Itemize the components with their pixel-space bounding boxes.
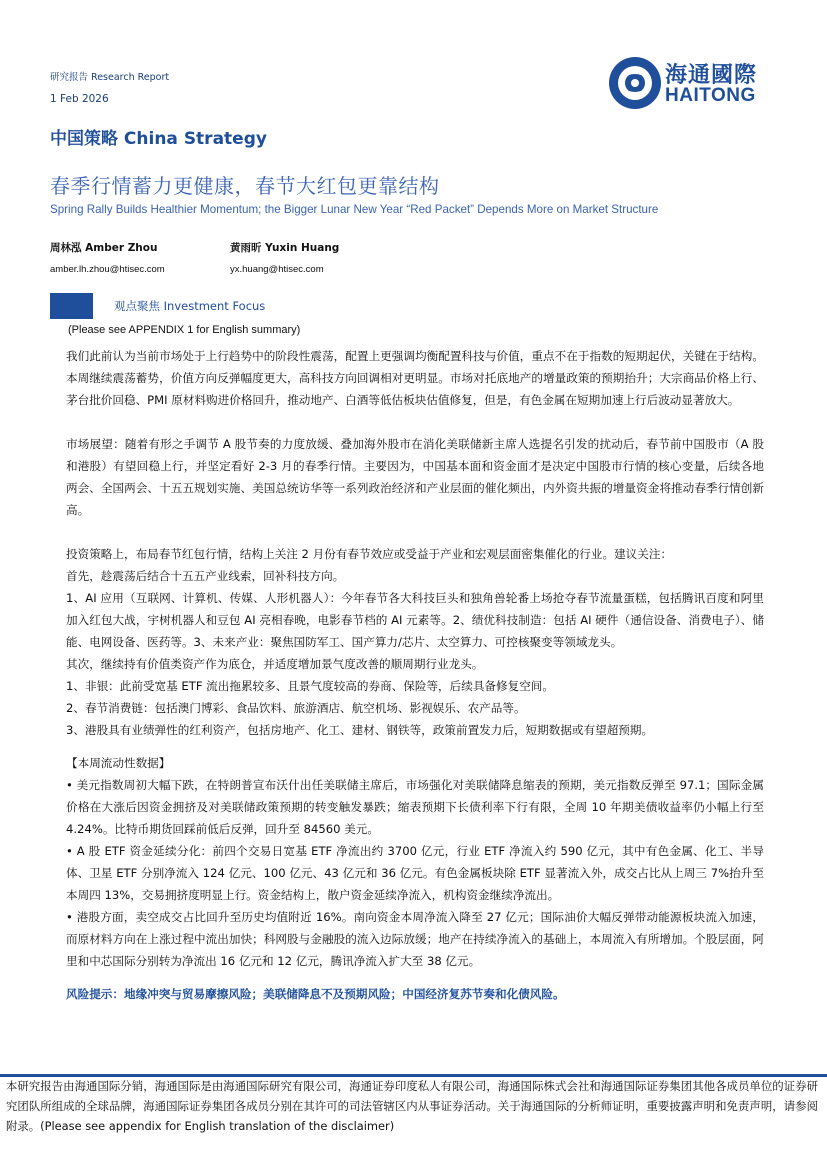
paragraph-strategy: 投资策略上，布局春节红包行情，结构上关注 2 月份有春节效应或受益于产业和宏观层面密集催化的行业。建议关注： xyxy=(66,547,673,561)
report-date: 1 Feb 2026 xyxy=(50,93,109,105)
paragraph-consumption: 2、春节消费链：包括澳门博彩、食品饮料、旅游酒店、航空机场、影视娱乐、农产品等。 xyxy=(66,701,526,715)
liquidity-bullet-hk: • 港股方面，卖空成交占比回升至历史均值附近 16%。南向资金本周净流入降至 27 亿元；国际油价大幅反弹带动能源板块流入加速，而原材料方向在上涨过程中流出加快；科网股与金融股的流入边际放缓；地产在持续净流入的基础上，本周流入有所增加。个股层面，阿里和中芯国际分别转为净流出 16 亿元和 12 亿元，腾讯净流入扩大至 38 亿元。 xyxy=(66,910,764,968)
paragraph-outlook: 市场展望：随着有形之手调节 A 股节奏的力度放缓、叠加海外股市在消化美联储新主席人选提名引发的扰动后，春节前中国股市（A 股和港股）有望回稳上行，并坚定看好 2-3 月的春季行情。主要因为，中国基本面和资金面才是决定中国股市行情的核心变量，后续各地两会、全国两会、十五五规划实施、美国总统访华等一系列政治经济和产业层面的催化频出，内外资共振的增量资金将推动春季行情创新高。 xyxy=(66,437,764,517)
paragraph-nonbank: 1、非银：此前受宽基 ETF 流出拖累较多、且景气度较高的券商、保险等，后续具备修复空间。 xyxy=(66,679,554,693)
paragraph-value-second: 其次，继续持有价值类资产作为底仓，并适度增加景气度改善的顺周期行业龙头。 xyxy=(66,657,484,671)
paragraph-tech-first: 首先，趁震荡后结合十五五产业线索，回补科技方向。 xyxy=(66,569,345,583)
logo-name-cn: 海通國際 xyxy=(665,63,758,88)
series-title: 中国策略 China Strategy xyxy=(50,129,267,149)
footer-disclaimer: 本研究报告由海通国际分销，海通国际是由海通国际研究有限公司，海通证券印度私人有限公司，海通国际株式会社和海通国际证券集团其他各成员单位的证券研究团队所组成的全球品牌，海通国际证券集团各成员分别在其许可的司法管辖区内从事证券活动。关于海通国际的分析师证明，重要披露声明和免责声明，请参阅附录。(Please see appendix for English translation of the disclaimer) xyxy=(6,1079,818,1133)
liquidity-bullet-etf: • A 股 ETF 资金延续分化：前四个交易日宽基 ETF 净流出约 3700 亿元，行业 ETF 净流入约 590 亿元，其中有色金属、化工、半导体、卫星 ETF 分别净流入 124 亿元、100 亿元、43 亿元和 36 亿元。有色金属板块除 ETF 显著流入外，成交占比从上周三 7%抬升至本周四 13%，交易拥挤度明显上行。资金结构上，散户资金延续净流入，机构资金继续净流出。 xyxy=(66,844,764,902)
logo-name-en: HAITONG xyxy=(665,85,756,106)
author-1-email[interactable]: amber.lh.zhou@htisec.com xyxy=(50,264,165,275)
paragraph-view: 我们此前认为当前市场处于上行趋势中的阶段性震荡，配置上更强调均衡配置科技与价值，重点不在于指数的短期起伏，关键在于结构。本周继续震荡蓄势，价值方向反弹幅度更大，高科技方向回调相对更明显。市场对托底地产的增量政策的预期抬升；大宗商品价格上行、茅台批价回稳、PMI 原材料购进价格回升，推动地产、白酒等低估板块估值修复，但是，有色金属在短期加速上行后波动显著放大。 xyxy=(66,349,764,407)
author-2-name: 黄雨昕 Yuxin Huang xyxy=(230,242,340,254)
focus-accent-block xyxy=(50,293,93,319)
liquidity-bullet-usd: • 美元指数周初大幅下跌，在特朗普宣布沃什出任美联储主席后，市场强化对美联储降息缩表的预期，美元指数反弹至 97.1；国际金属价格在大涨后因资金拥挤及对美联储政策预期的转变触发暴跌；缩表预期下长债利率下行有限，全周 10 年期美债收益率仍小幅上行至 4.24%。比特币期货回踩前低后反弹，回升至 84560 美元。 xyxy=(66,778,764,836)
author-2-email[interactable]: yx.huang@htisec.com xyxy=(230,264,324,275)
risk-warning: 风险提示：地缘冲突与贸易摩擦风险；美联储降息不及预期风险；中国经济复苏节奏和化债风险。 xyxy=(66,987,565,1001)
paragraph-tech-list: 1、AI 应用（互联网、计算机、传媒、人形机器人）：今年春节各大科技巨头和独角兽轮番上场抢夺春节流量蛋糕，包括腾讯百度和阿里加入红包大战，宇树机器人和豆包 AI 亮相春晚，电影春节档的 AI 元素等。2、绩优科技制造：包括 AI 硬件（通信设备、消费电子）、储能、电网设备、医药等。3、未来产业：聚焦国防军工、国产算力/芯片、太空算力、可控核聚变等领域龙头。 xyxy=(66,591,764,649)
author-1-name: 周林泓 Amber Zhou xyxy=(50,242,158,254)
haitong-logo xyxy=(607,55,777,110)
paragraph-hk-dividend: 3、港股具有业绩弹性的红利资产，包括房地产、化工、建材、钢铁等，政策前置发力后，短期数据或有望超预期。 xyxy=(66,723,654,737)
investment-focus-heading: 观点聚焦 Investment Focus xyxy=(114,299,266,313)
appendix-note: (Please see APPENDIX 1 for English summary) xyxy=(68,324,301,336)
report-body xyxy=(66,345,764,1005)
liquidity-heading: 【本周流动性数据】 xyxy=(66,756,171,770)
report-title-cn: 春季行情蓄力更健康，春节大红包更靠结构 xyxy=(50,174,440,198)
report-type: 研究报告 Research Report xyxy=(50,72,170,83)
haitong-emblem-icon xyxy=(607,55,663,111)
report-title-en: Spring Rally Builds Healthier Momentum; the Bigger Lunar New Year “Red Packet” Depends More on Market Structure xyxy=(50,203,659,216)
